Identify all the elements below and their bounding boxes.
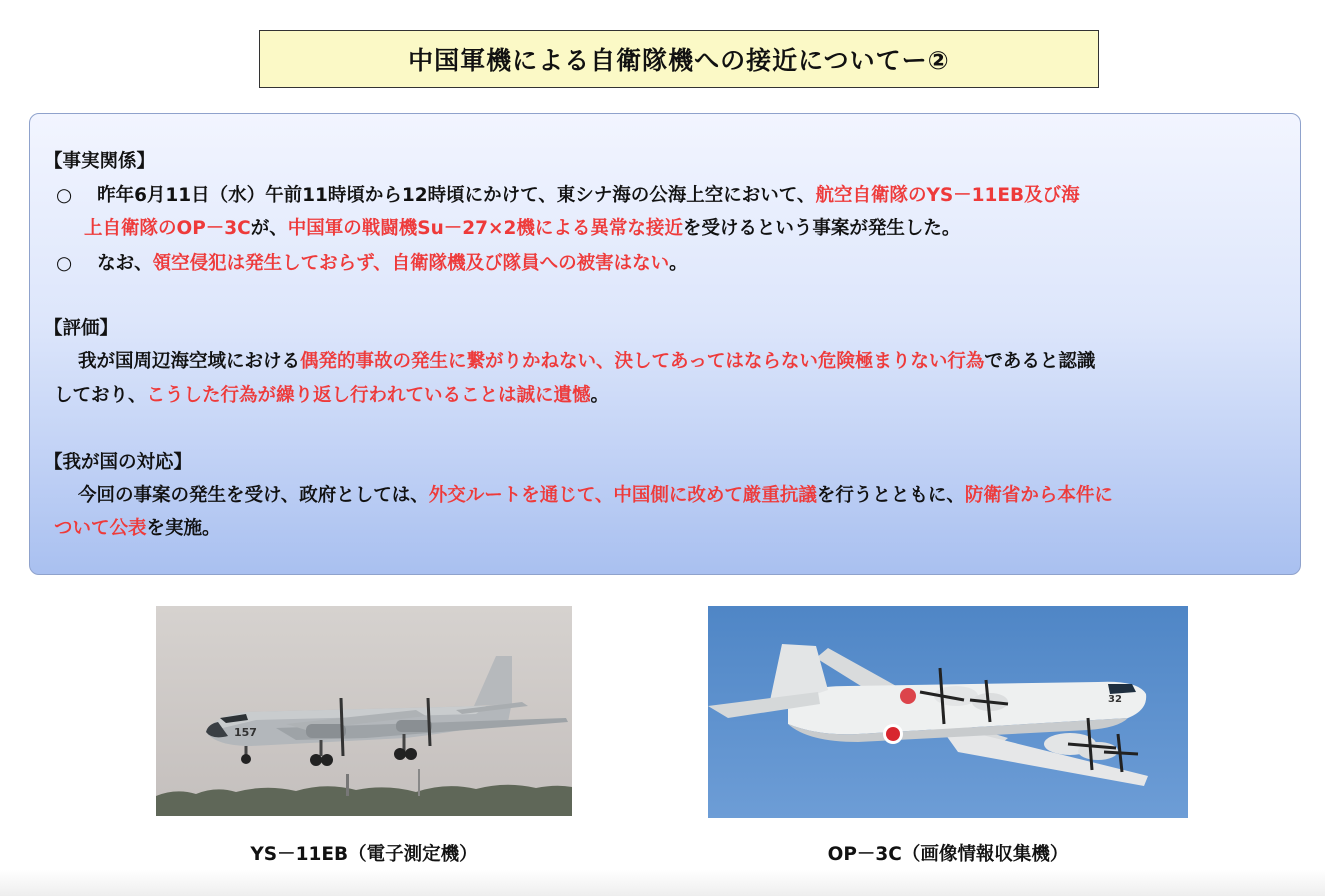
response-text-3: を実施。 (146, 518, 221, 539)
bullet-marker: ○ (56, 185, 73, 206)
facts-item-2-text: なお、 (97, 253, 153, 274)
response-emphasis-3: ついて公表 (54, 518, 147, 539)
evaluation-text: 我が国周辺海空域における (78, 351, 301, 372)
evaluation-emphasis-2: こうした行為が繰り返し行われていることは誠に遺憾 (146, 385, 591, 406)
facts-item-1-emphasis-2: 上自衛隊のOP－3C (84, 218, 251, 239)
evaluation-line-2 (54, 384, 609, 408)
op3c-caption: OP－3C（画像情報収集機） (827, 844, 1069, 865)
facts-item-2-text-end: 。 (669, 253, 688, 274)
page-bottom-edge (0, 870, 1325, 896)
op3c-photo (708, 606, 1188, 818)
response-line-2 (54, 517, 221, 541)
evaluation-text-3: しており、 (54, 385, 147, 406)
facts-item-2 (56, 252, 688, 276)
response-emphasis-1: 外交ルートを通じて、中国側に改めて厳重抗議 (428, 485, 817, 506)
page-title (259, 30, 1099, 88)
response-emphasis-2: 防衛省から本件に (964, 485, 1113, 506)
ys11eb-tail-number: 157 (234, 726, 257, 739)
evaluation-emphasis-1: 偶発的事故の発生に繋がりかねない、決してあってはならない危険極まりない行為 (300, 351, 985, 372)
evaluation-text-2: であると認識 (984, 351, 1096, 372)
facts-item-1-text-2: が、 (250, 218, 288, 239)
summary-panel (29, 113, 1301, 575)
facts-item-1-emphasis-3: 中国軍の戦闘機Su－27×2機による異常な接近 (287, 218, 683, 239)
facts-item-1-text: 昨年6月11日（水）午前11時頃から12時頃にかけて、東シナ海の公海上空において、 (97, 185, 816, 206)
facts-item-1-line-2 (84, 217, 960, 241)
page-title-text: 中国軍機による自衛隊機への接近についてー② (408, 46, 950, 75)
facts-heading: 【事実関係】 (44, 151, 156, 172)
response-line-1 (78, 484, 1113, 508)
facts-item-1-emphasis-1: 航空自衛隊のYS－11EB及び海 (815, 185, 1080, 206)
ys11eb-caption: YS－11EB（電子測定機） (250, 844, 478, 865)
facts-item-1-line-1 (56, 184, 1080, 208)
ys11eb-photo (156, 606, 572, 816)
response-text: 今回の事案の発生を受け、政府としては、 (78, 485, 429, 506)
evaluation-line-1 (78, 350, 1095, 374)
facts-item-1-text-3: を受けるという事案が発生した。 (682, 218, 961, 239)
op3c-tail-number: 32 (1108, 694, 1122, 705)
evaluation-heading: 【評価】 (44, 318, 119, 339)
facts-item-2-emphasis: 領空侵犯は発生しておらず、自衛隊機及び隊員への被害はない (152, 253, 670, 274)
response-heading: 【我が国の対応】 (44, 452, 193, 473)
bullet-marker: ○ (56, 253, 73, 274)
response-text-2: を行うとともに、 (816, 485, 965, 506)
evaluation-text-4: 。 (590, 385, 610, 406)
